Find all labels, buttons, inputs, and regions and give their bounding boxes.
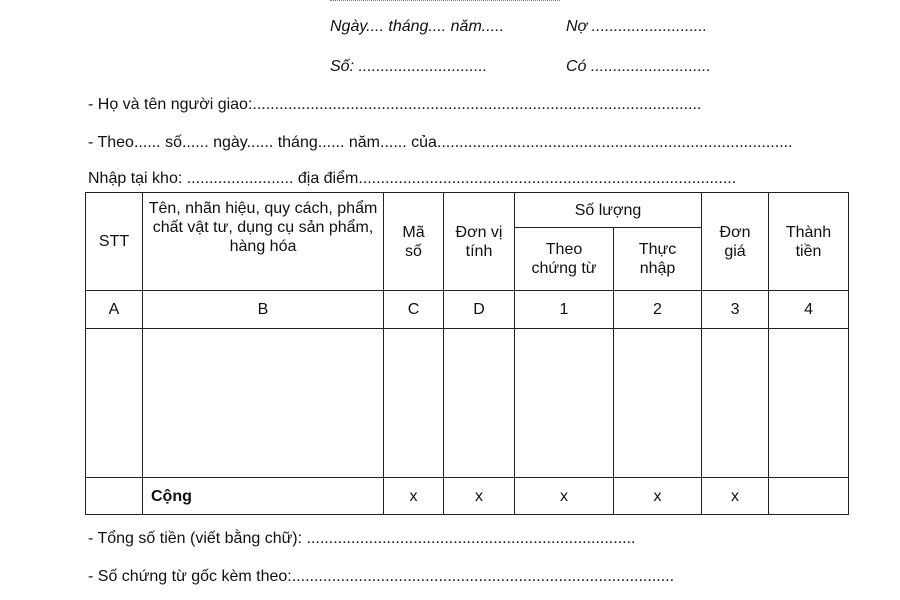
empty-body-row: [86, 329, 849, 478]
total-row: [86, 478, 849, 515]
header-unit: Đơn vị tính: [444, 193, 515, 291]
body-cell: [143, 329, 384, 478]
total-cell: [769, 478, 849, 515]
header-row-1: [86, 193, 849, 228]
warehouse-field: Nhập tại kho: ........................ địa điểm.....................................................................................: [88, 170, 737, 187]
code-cell: 4: [769, 291, 849, 329]
code-cell: 1: [515, 291, 614, 329]
total-mark: x: [515, 478, 614, 515]
code-cell: B: [143, 291, 384, 329]
credit-line: Có ...........................: [566, 58, 711, 75]
body-cell: [86, 329, 143, 478]
total-in-words-field: - Tổng số tiền (viết bằng chữ): ..........................................................................: [88, 530, 636, 547]
body-cell: [444, 329, 515, 478]
header-qty-actual: Thực nhập: [614, 228, 702, 291]
total-mark: x: [384, 478, 444, 515]
body-cell: [614, 329, 702, 478]
cropped-title-remnant: [330, 0, 560, 5]
total-label: Cộng: [143, 478, 384, 515]
total-mark: x: [614, 478, 702, 515]
debit-line: Nợ ..........................: [566, 18, 708, 35]
goods-receipt-table: [85, 192, 849, 515]
header-code: Mã số: [384, 193, 444, 291]
code-cell: C: [384, 291, 444, 329]
reference-field: - Theo...... số...... ngày...... tháng...... năm...... của................................................................................: [88, 134, 793, 151]
total-mark: x: [444, 478, 515, 515]
deliverer-field: - Họ và tên người giao:.....................................................................................................: [88, 96, 702, 113]
code-cell: D: [444, 291, 515, 329]
voucher-number-line: Số: .............................: [330, 58, 488, 75]
date-line: Ngày.... tháng.... năm.....: [330, 18, 505, 35]
code-cell: 2: [614, 291, 702, 329]
body-cell: [384, 329, 444, 478]
header-stt: STT: [86, 193, 143, 291]
code-cell: A: [86, 291, 143, 329]
code-cell: 3: [702, 291, 769, 329]
body-cell: [702, 329, 769, 478]
total-mark: x: [702, 478, 769, 515]
code-row: [86, 291, 849, 329]
body-cell: [769, 329, 849, 478]
attached-documents-field: - Số chứng từ gốc kèm theo:......................................................................................: [88, 568, 675, 585]
total-cell: [86, 478, 143, 515]
header-quantity: Số lượng: [515, 193, 702, 228]
header-qty-document: Theo chứng từ: [515, 228, 614, 291]
header-item-name: Tên, nhãn hiệu, quy cách, phẩm chất vật tư, dụng cụ sản phẩm, hàng hóa: [143, 193, 384, 291]
header-unit-price: Đơn giá: [702, 193, 769, 291]
header-amount: Thành tiền: [769, 193, 849, 291]
body-cell: [515, 329, 614, 478]
